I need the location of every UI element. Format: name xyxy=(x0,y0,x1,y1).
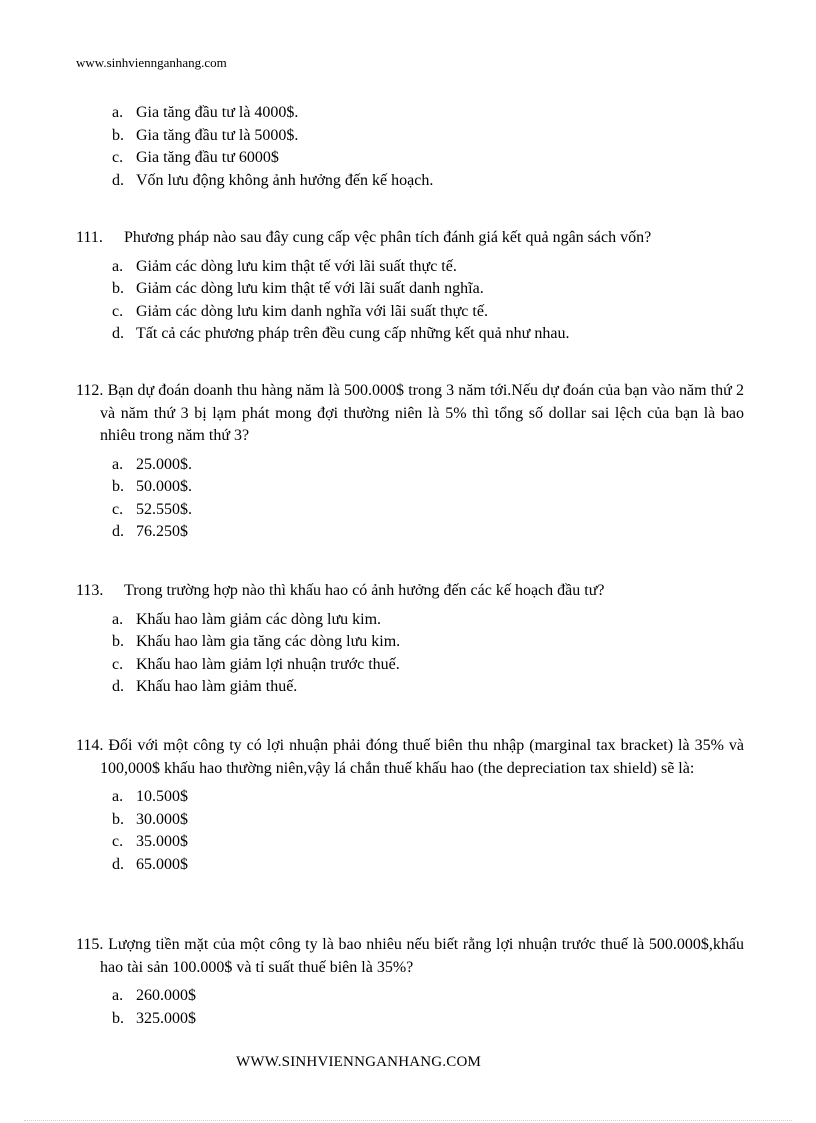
option-text: 35.000$ xyxy=(136,833,188,850)
option-letter: c. xyxy=(112,655,124,673)
option-letter: b. xyxy=(112,633,124,650)
question-115 xyxy=(76,934,744,1030)
option-text: Gia tăng đầu tư là 4000$. xyxy=(136,104,299,121)
option-text: Tất cả các phương pháp trên đều cung cấp những kết quả như nhau. xyxy=(136,325,570,342)
option-text: 76.250$ xyxy=(136,523,188,540)
header-url: www.sinhviennganhang.com xyxy=(76,55,227,70)
option-text: 10.500$ xyxy=(136,788,188,805)
option-item xyxy=(112,170,744,193)
option-text: 30.000$ xyxy=(136,810,188,828)
question-number: 114. xyxy=(76,737,104,754)
question-number: 113. xyxy=(76,582,104,599)
option-item xyxy=(112,631,744,654)
option-text: Giảm các dòng lưu kim thật tế với lãi suất thực tế. xyxy=(136,257,457,275)
option-item xyxy=(112,809,744,832)
option-item xyxy=(112,256,744,279)
options-list xyxy=(76,256,744,346)
question-text: Đối với một công ty có lợi nhuận phải đóng thuế biên thu nhập (marginal tax bracket) là 35% và 100,000$ khấu hao thường niên,vậy lá chắn thuế khấu hao (the depreciation tax shield) sẽ là: xyxy=(100,737,745,777)
options-list xyxy=(76,454,744,544)
option-text: 25.000$. xyxy=(136,455,192,473)
question-stem xyxy=(76,934,744,979)
option-letter: b. xyxy=(112,126,124,144)
option-letter: d. xyxy=(112,171,124,189)
option-letter: d. xyxy=(112,523,124,540)
footer-url: WWW.SINHVIENNGANHANG.COM xyxy=(236,1054,482,1070)
options-list xyxy=(76,786,744,876)
option-text: Khấu hao làm giảm lợi nhuận trước thuế. xyxy=(136,655,400,673)
option-item xyxy=(112,323,744,346)
question-112 xyxy=(76,380,744,544)
option-text: Khấu hao làm giảm thuế. xyxy=(136,678,298,695)
question-number: 112. xyxy=(76,382,104,399)
option-letter: a. xyxy=(112,987,124,1004)
option-text: 50.000$. xyxy=(136,478,192,495)
q110-options xyxy=(76,102,744,192)
option-item xyxy=(112,1008,744,1031)
option-item xyxy=(112,278,744,301)
q110-continuation xyxy=(76,102,744,192)
option-item xyxy=(112,102,744,125)
option-letter: c. xyxy=(112,302,124,320)
option-item xyxy=(112,454,744,477)
question-stem xyxy=(76,380,744,448)
option-text: 65.000$ xyxy=(136,855,188,873)
question-text: Phương pháp nào sau đây cung cấp vệc phân tích đánh giá kết quả ngân sách vốn? xyxy=(124,229,652,246)
option-item xyxy=(112,654,744,677)
option-letter: c. xyxy=(112,833,124,850)
options-list xyxy=(76,609,744,699)
option-text: Gia tăng đầu tư 6000$ xyxy=(136,149,279,166)
question-111 xyxy=(76,227,744,346)
option-letter: c. xyxy=(112,149,124,166)
option-letter: d. xyxy=(112,678,124,695)
option-text: Vốn lưu động không ảnh hưởng đến kế hoạch. xyxy=(136,171,434,189)
option-text: 325.000$ xyxy=(136,1009,196,1027)
option-text: Khấu hao làm gia tăng các dòng lưu kim. xyxy=(136,633,401,650)
option-letter: a. xyxy=(112,104,124,121)
option-letter: b. xyxy=(112,478,124,495)
option-text: Giảm các dòng lưu kim danh nghĩa với lãi suất thực tế. xyxy=(136,302,488,320)
option-item xyxy=(112,125,744,148)
option-item xyxy=(112,676,744,699)
question-113 xyxy=(76,580,744,699)
option-text: 52.550$. xyxy=(136,500,192,518)
option-item xyxy=(112,521,744,544)
option-letter: a. xyxy=(112,455,124,473)
option-item xyxy=(112,499,744,522)
option-text: Khấu hao làm giảm các dòng lưu kim. xyxy=(136,610,382,628)
option-text: Giảm các dòng lưu kim thật tế với lãi suất danh nghĩa. xyxy=(136,280,484,297)
option-letter: a. xyxy=(112,257,124,275)
option-item xyxy=(112,476,744,499)
option-item xyxy=(112,831,744,854)
option-letter: b. xyxy=(112,280,124,297)
option-letter: a. xyxy=(112,788,124,805)
option-letter: d. xyxy=(112,325,124,342)
page-bottom-divider xyxy=(24,1120,792,1121)
option-item xyxy=(112,301,744,324)
option-letter: b. xyxy=(112,1009,124,1027)
option-text: Gia tăng đầu tư là 5000$. xyxy=(136,126,299,144)
question-number: 111. xyxy=(76,229,103,246)
options-list xyxy=(76,985,744,1030)
question-text: Lượng tiền mặt của một công ty là bao nhiêu nếu biết rằng lợi nhuận trước thuế là 500.000$,khấu hao tài sản 100.000$ và tỉ suất thuế biên là 35%? xyxy=(100,936,745,976)
question-number: 115. xyxy=(76,936,104,953)
option-letter: b. xyxy=(112,810,124,828)
option-item xyxy=(112,609,744,632)
option-item xyxy=(112,854,744,877)
option-item xyxy=(112,147,744,170)
question-stem xyxy=(76,580,744,603)
option-letter: a. xyxy=(112,610,124,628)
option-letter: d. xyxy=(112,855,124,873)
question-114 xyxy=(76,735,744,876)
question-stem xyxy=(76,227,744,250)
question-text: Bạn dự đoán doanh thu hàng năm là 500.000$ trong 3 năm tới.Nếu dự đoán của bạn vào năm thứ 2 và năm thứ 3 bị lạm phát mong đợi thường niên là 5% thì tổng số dollar sai lệch của bạn là bao nhiêu trong năm thứ 3? xyxy=(100,382,744,444)
option-item xyxy=(112,985,744,1008)
option-letter: c. xyxy=(112,500,124,518)
option-item xyxy=(112,786,744,809)
question-text: Trong trường hợp nào thì khấu hao có ảnh hưởng đến các kế hoạch đầu tư? xyxy=(124,582,605,599)
question-stem xyxy=(76,735,744,780)
option-text: 260.000$ xyxy=(136,987,196,1004)
